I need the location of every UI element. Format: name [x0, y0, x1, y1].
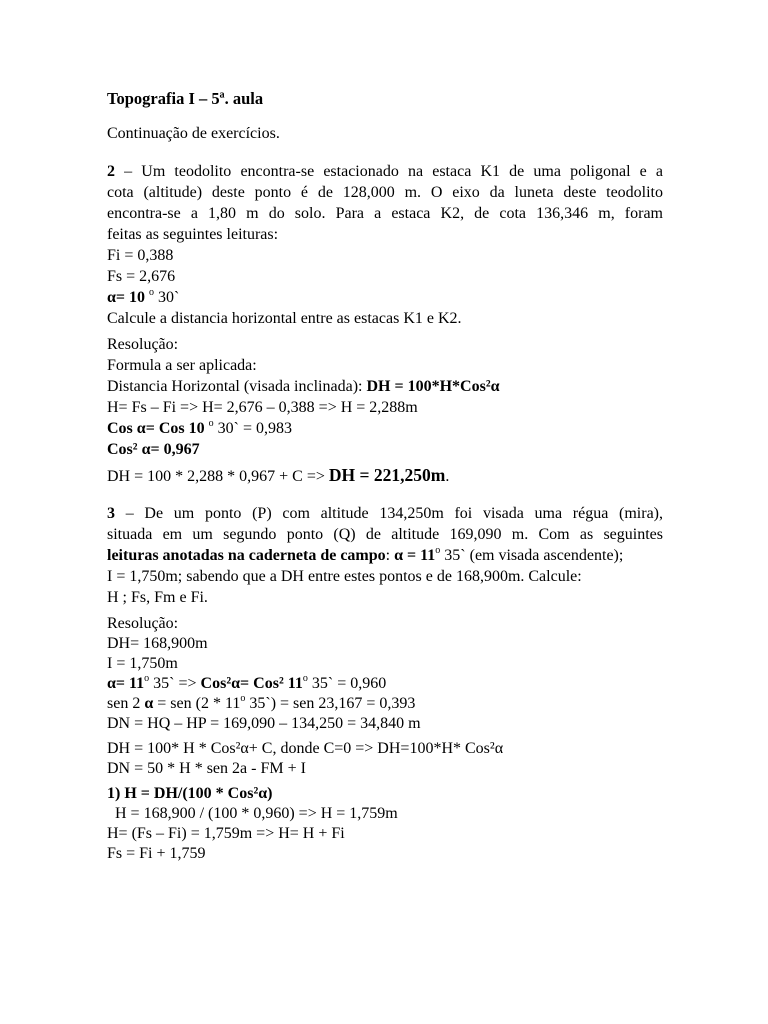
exercise-3-statement-line-4: I = 1,750m; sabendo que a DH entre estes pontos e de 168,900m. Calcule: — [107, 568, 582, 585]
exercise-2-statement-line-2: cota (altitude) deste ponto é de 128,000 m. O eixo da luneta deste teodolito — [107, 184, 663, 201]
exercise-2-statement-line-4: feitas as seguintes leituras: — [107, 226, 279, 243]
sine-prefix: sen 2 — [107, 695, 145, 712]
cos-squared-expression: Cos²α= Cos² 11 — [200, 675, 303, 692]
field-book-phrase: leituras anotadas na caderneta de campo — [107, 547, 386, 564]
degree-mark: o — [149, 286, 155, 298]
exercise-3-statement-line-3 — [107, 545, 663, 566]
exercise-2-question: Calcule a distancia horizontal entre as estacas K1 e K2. — [107, 310, 462, 327]
exercise-number: 2 — [107, 163, 115, 180]
reading-alpha — [107, 287, 663, 308]
dn-calculation: DN = HQ – HP = 169,090 – 134,250 = 34,840 m — [107, 715, 421, 732]
statement-text: – Um teodolito encontra-se estacionado na estaca K1 de uma poligonal e a — [124, 163, 663, 180]
h-relation: H= (Fs – Fi) = 1,759m => H= H + Fi — [107, 825, 345, 842]
period: . — [445, 468, 450, 485]
dh-given: DH= 168,900m — [107, 635, 208, 652]
formula-label: Formula a ser aplicada: — [107, 357, 257, 374]
dh-result: DH = 221,250m — [328, 465, 446, 485]
alpha-label: α= 10 — [107, 289, 146, 306]
dh-expression: DH = 100 * 2,288 * 0,967 + C => — [107, 468, 329, 485]
alpha-minutes: 35` (em visada ascendente); — [440, 547, 624, 564]
cos-value: 30` = 0,983 — [213, 420, 292, 437]
exercise-3-statement-line-2: situada em um segundo ponto (Q) de altitude 169,090 m. Com as seguintes — [107, 526, 663, 543]
exercise-2-statement-line-1 — [107, 161, 663, 182]
alpha-label: α= 11 — [107, 675, 145, 692]
reading-fi: Fi = 0,388 — [107, 247, 174, 264]
degree-mark: o — [240, 692, 246, 704]
page-title: Topografia I – 5ª. aula — [107, 89, 264, 108]
sine-expression: = sen (2 * 11 — [153, 695, 241, 712]
colon: : — [385, 547, 395, 564]
sine-calculation — [107, 693, 663, 713]
exercise-3 — [107, 503, 663, 863]
exercise-number: 3 — [107, 505, 115, 522]
alpha-cos-calculation — [107, 673, 663, 693]
degree-mark: o — [144, 672, 150, 684]
h-calculation: H= Fs – Fi => H= 2,676 – 0,388 => H = 2,288m — [107, 399, 418, 416]
resolution-label: Resolução: — [107, 336, 179, 353]
resolution-label: Resolução: — [107, 615, 179, 632]
formula-expression: DH = 100*H*Cos²α — [366, 378, 500, 395]
cos-squared-value: Cos² α= 0,967 — [107, 441, 200, 458]
exercise-2 — [107, 161, 663, 486]
i-given: I = 1,750m — [107, 655, 178, 672]
reading-fs: Fs = 2,676 — [107, 268, 176, 285]
statement-text: – De um ponto (P) com altitude 134,250m foi visada uma régua (mira), — [125, 505, 664, 522]
cos-calculation — [107, 418, 663, 439]
cos-squared-value: 35` = 0,960 — [307, 675, 387, 692]
cos-expression: Cos α= Cos 10 — [107, 420, 205, 437]
exercise-3-statement-line-5: H ; Fs, Fm e Fi. — [107, 589, 208, 606]
dh-final-calculation — [107, 465, 663, 486]
degree-mark: o — [208, 417, 214, 429]
intro-text: Continuação de exercícios. — [107, 125, 280, 142]
exercise-2-statement-line-3: encontra-se a 1,80 m do solo. Para a estaca K2, de cota 136,346 m, foram — [107, 205, 663, 222]
exercise-3-statement-line-1 — [107, 503, 663, 524]
horizontal-distance-formula — [107, 376, 663, 397]
alpha-label: α = 11 — [394, 547, 436, 564]
alpha-minutes: 35` => — [149, 675, 201, 692]
document-page — [107, 88, 663, 863]
formula-caption: Distancia Horizontal (visada inclinada): — [107, 378, 367, 395]
fs-equation: Fs = Fi + 1,759 — [107, 845, 206, 862]
dn-formula: DN = 50 * H * sen 2a - FM + I — [107, 760, 306, 777]
step-1-calculation: H = 168,900 / (100 * 0,960) => H = 1,759m — [107, 805, 398, 822]
degree-mark: o — [435, 544, 441, 556]
step-1-formula: 1) H = DH/(100 * Cos²α) — [107, 785, 273, 802]
degree-mark: o — [302, 672, 308, 684]
dh-formula: DH = 100* H * Cos²α+ C, donde C=0 => DH=100*H* Cos²α — [107, 740, 504, 757]
alpha-symbol: α — [144, 695, 154, 712]
sine-value: 35`) = sen 23,167 = 0,393 — [245, 695, 416, 712]
alpha-minutes: 30` — [154, 289, 180, 306]
